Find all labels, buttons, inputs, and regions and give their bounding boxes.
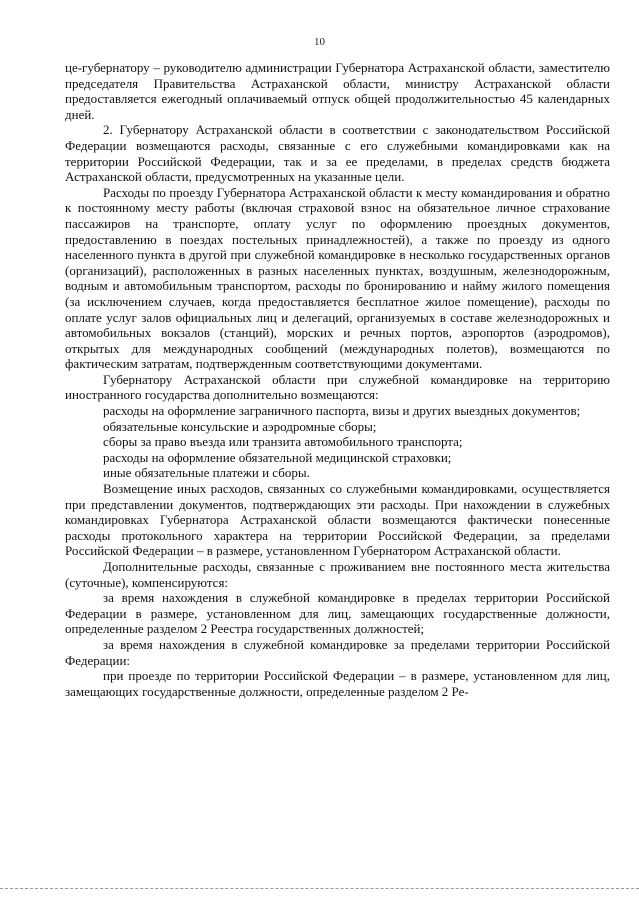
paragraph-5: расходы на оформление заграничного паспорта, визы и других выездных документов; — [103, 403, 581, 419]
paragraph-12: за время нахождения в служебной командировке в пределах территории Российской Федерации в размере, установленном для лиц, замещающих государственные должности, определенные разделом 2 Реестра государственных должностей; — [65, 590, 610, 637]
paragraph-4: Губернатору Астраханской области при служебной командировке на территорию иностранного государства дополнительно возмещаются: — [65, 371, 610, 403]
paragraph-11: Дополнительные расходы, связанные с проживанием вне постоянного места жительства (суточные), компенсируются: — [65, 559, 610, 590]
paragraph-8: расходы на оформление обязательной медицинской страховки; — [103, 449, 452, 465]
paragraph-14: при проезде по территории Российской Федерации – в размере, установленном для лиц, замещающих государственные должности, определенные разделом 2 Ре- — [65, 668, 610, 699]
paragraph-13: за время нахождения в служебной командировке за пределами территории Российской Федерации: — [65, 636, 610, 668]
page-number: 10 — [314, 36, 325, 48]
paragraph-10: Возмещение иных расходов, связанных со служебными командировками, осуществляется при представлении документов, подтверждающих эти расходы. При нахождении в служебных командировках Губернатора Астраханской области возмещаются фактически понесенные расходы протокольного характера на территории Российской Федерации, за пределами Российской Федерации – в размере, установленном Губернатором Астраханской области. — [65, 481, 610, 559]
paragraph-9: иные обязательные платежи и сборы. — [103, 465, 310, 481]
document-body — [65, 60, 610, 699]
paragraph-2: 2. Губернатору Астраханской области в соответствии с законодательством Российской Федерации возмещаются расходы, связанные с его служебными командировками как на территории Российской Федерации, так и за ее пределами, в пределах средств бюджета Астраханской области, предусмотренных на указанные цели. — [65, 122, 610, 185]
paragraph-3: Расходы по проезду Губернатора Астраханской области к месту командирования и обратно к постоянному месту работы (включая страховой взнос на обязательное личное страхование пассажиров на транспорте, оплату услуг по оформлению проездных документов, предоставлению в поездах постельных принадлежностей), а также по проезду из одного населенного пункта в другой при служебной командировке в несколько государственных органов (организаций), расположенных в разных населенных пунктах, воздушным, железнодорожным, водным и автомобильным транспортом, расходы по бронированию и найму жилого помещения (за исключением случаев, когда предоставляется бесплатное жилое помещение), расходы по оплате услуг залов официальных лиц и делегаций, организуемых в составе железнодорожных и автомобильных вокзалов (станций), морских и речных портов, аэропортов (аэродромов), открытых для международных сообщений (международных полетов), возмещаются по фактическим затратам, подтвержденным соответствующими документами. — [65, 184, 610, 372]
paragraph-1: це-губернатору – руководителю администрации Губернатора Астраханской области, заместителю председателя Правительства Астраханской области, министру Астраханской области предоставляется ежегодный оплачиваемый отпуск общей продолжительностью 45 календарных дней. — [65, 60, 610, 122]
paragraph-6: обязательные консульские и аэродромные сборы; — [103, 418, 377, 434]
page-bottom-rule — [0, 888, 639, 889]
paragraph-7: сборы за право въезда или транзита автомобильного транспорта; — [103, 434, 463, 450]
